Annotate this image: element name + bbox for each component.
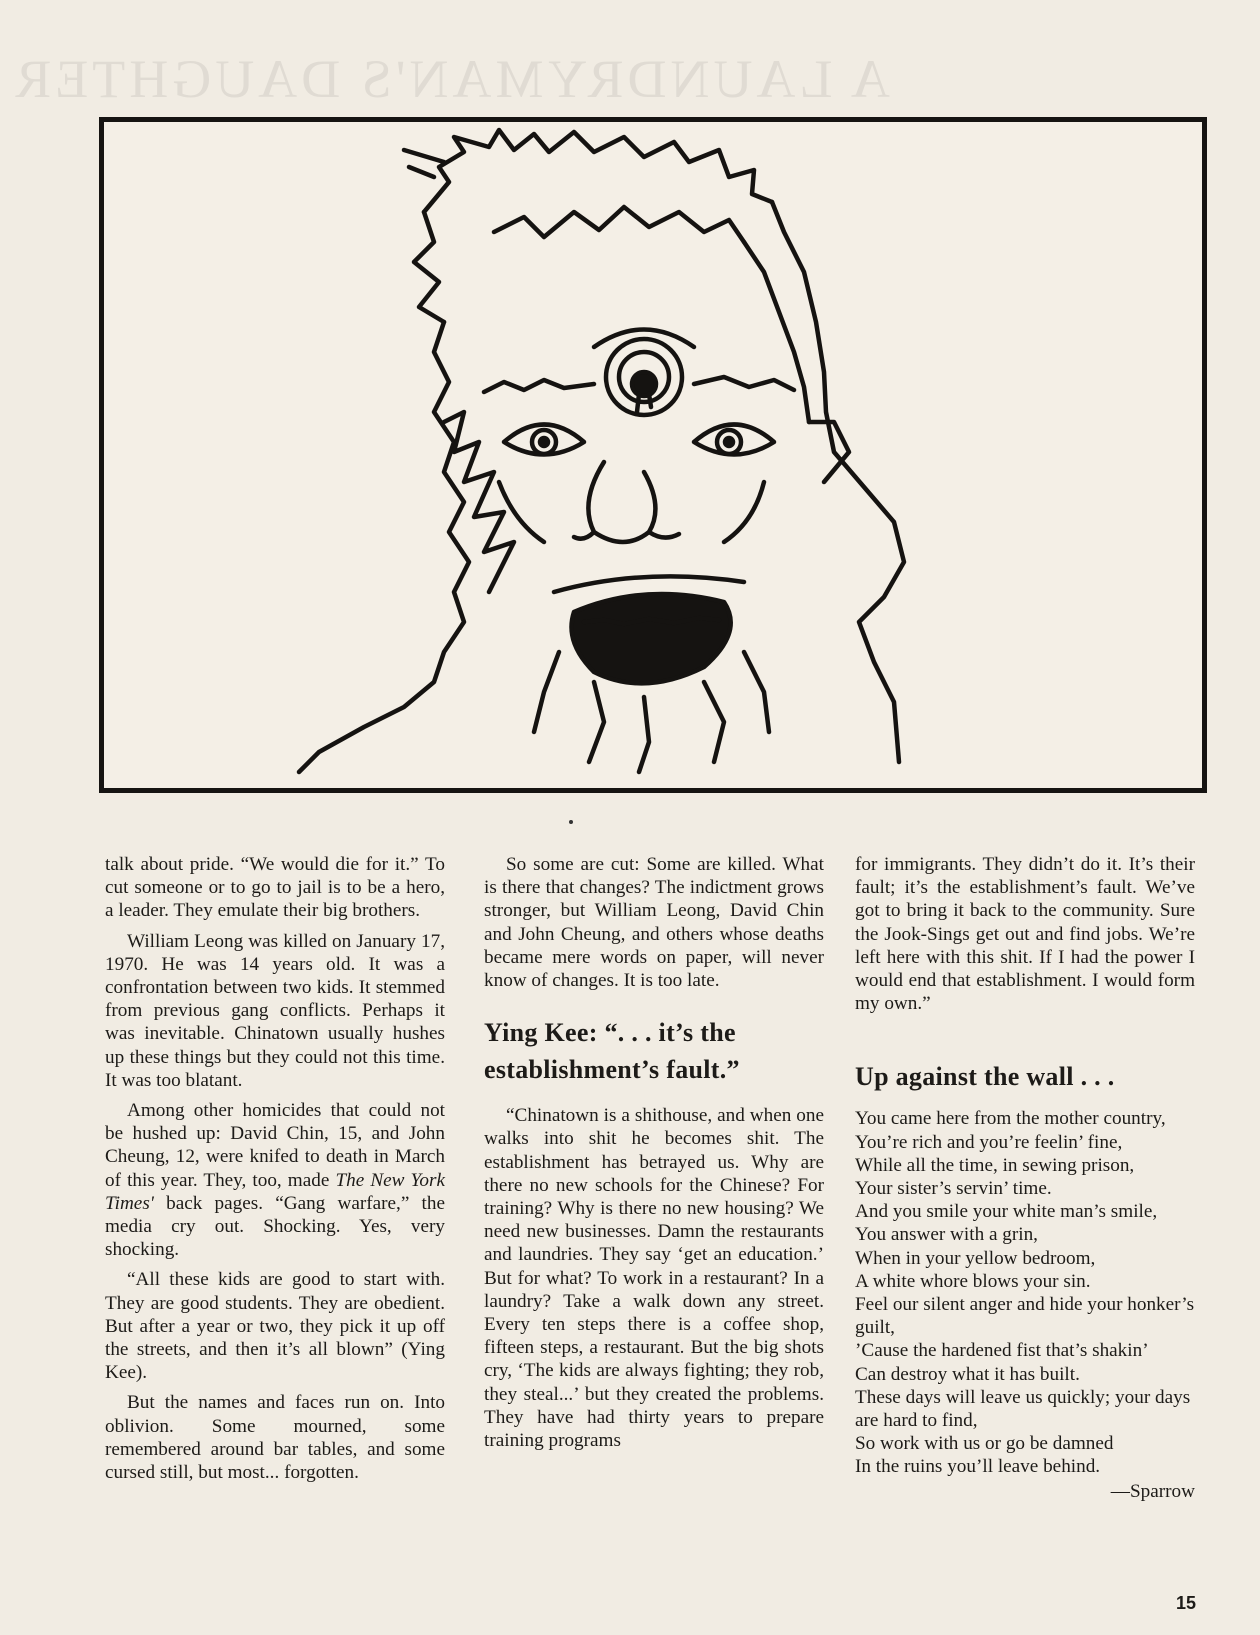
poem-line: So work with us or go be damned xyxy=(855,1433,1114,1455)
poem-line: A white whore blows your sin. xyxy=(855,1270,1091,1292)
poem-line: Your sister’s servin’ time. xyxy=(855,1178,1052,1200)
poem-signature: —Sparrow xyxy=(1110,1480,1195,1502)
paragraph xyxy=(105,1099,445,1261)
poem-line: And you smile your white man’s smile, xyxy=(855,1201,1158,1223)
paragraph: “All these kids are good to start with. They are good students. They are obedient. But after a year or two, they pick it up off the streets, and then it’s all blown” (Ying Kee). xyxy=(105,1269,445,1384)
poem-line: Can destroy what it has built. xyxy=(855,1363,1080,1385)
paragraph: talk about pride. “We would die for it.” To cut someone or to go to jail is to be a hero, a leader. They emulate their big brothers. xyxy=(105,854,445,922)
poem-line: You came here from the mother country, xyxy=(855,1108,1166,1130)
stray-dot xyxy=(569,820,573,824)
face-drawing xyxy=(104,122,1202,788)
newspaper-title: The New York Times' xyxy=(105,1169,445,1214)
poem-line: You’re rich and you’re feelin’ fine, xyxy=(855,1131,1123,1153)
column-right xyxy=(855,853,1195,1503)
poem-line: You answer with a grin, xyxy=(855,1224,1038,1246)
paragraph-text: back pages. “Gang warfare,” the media cry out. Shocking. Yes, very shocking. xyxy=(105,1192,445,1261)
bleed-through-title: A LAUNDRYMAN'S DAUGHTER xyxy=(11,49,890,109)
poem-line: When in your yellow bedroom, xyxy=(855,1247,1096,1269)
paragraph: So some are cut: Some are killed. What is there that changes? The indictment grows stronger, but William Leong, David Chin and John Cheung, and others whose deaths became mere words on paper, will never know of changes. It is too late. xyxy=(484,854,824,992)
column-left xyxy=(105,853,445,1491)
poem-line: In the ruins you’ll leave behind. xyxy=(855,1456,1101,1478)
paragraph-text: Among other homicides that could not be hushed up: David Chin, 15, and John Cheung, 12, were knifed to death in March of this year. They, too, made xyxy=(105,1100,445,1191)
paragraph: But the names and faces run on. Into oblivion. Some mourned, some remembered around bar tables, and some cursed still, but most... forgotten. xyxy=(105,1392,445,1484)
column-middle xyxy=(484,853,824,1459)
paragraph: for immigrants. They didn’t do it. It’s their fault; it’s the establishment’s fault. We’ve got to bring it back to the community. Sure the Jook-Sings get out and find jobs. We’re left here with this shit. If I had the power I would end that establishment. I would form my own.” xyxy=(855,854,1195,1015)
page-number: 15 xyxy=(1176,1593,1197,1613)
paragraph: “Chinatown is a shithouse, and when one walks into shit he becomes shit. The establishment has betrayed us. Why are there no new schools for the Chinese? For training? Why is there no new housing? We need new businesses. Damn the restaurants and laundries. They say ‘get an education.’ But for what? To work in a restaurant? In a laundry? Take a walk down any street. Every ten steps there is a coffee shop, fifteen steps, a restaurant. But the big shots cry, ‘The kids are always fighting; they rob, they steal...’ but they created the problems. They have had thirty years to prepare training programs xyxy=(484,1105,824,1452)
poem-line: While all the time, in sewing prison, xyxy=(855,1154,1135,1176)
paragraph: William Leong was killed on January 17, 1970. He was 14 years old. It was a confrontation between two kids. It stemmed from previous gang conflicts. Perhaps it was inevitable. Chinatown usually hushes up these things but they could not this time. It was too blatant. xyxy=(105,930,445,1091)
face-illustration xyxy=(99,117,1207,793)
poem-line: ’Cause the hardened fist that’s shakin’ xyxy=(855,1340,1149,1362)
poem-line: Feel our silent anger and hide your honker’s guilt, xyxy=(855,1294,1195,1339)
poem-line: These days will leave us quickly; your days are hard to find, xyxy=(855,1386,1191,1432)
poem xyxy=(855,1107,1195,1502)
section-heading-up-against-the-wall: Up against the wall . . . xyxy=(855,1062,1115,1092)
section-heading-ying-kee: Ying Kee: “. . . it’s the establishment’s fault.” xyxy=(484,1018,740,1085)
